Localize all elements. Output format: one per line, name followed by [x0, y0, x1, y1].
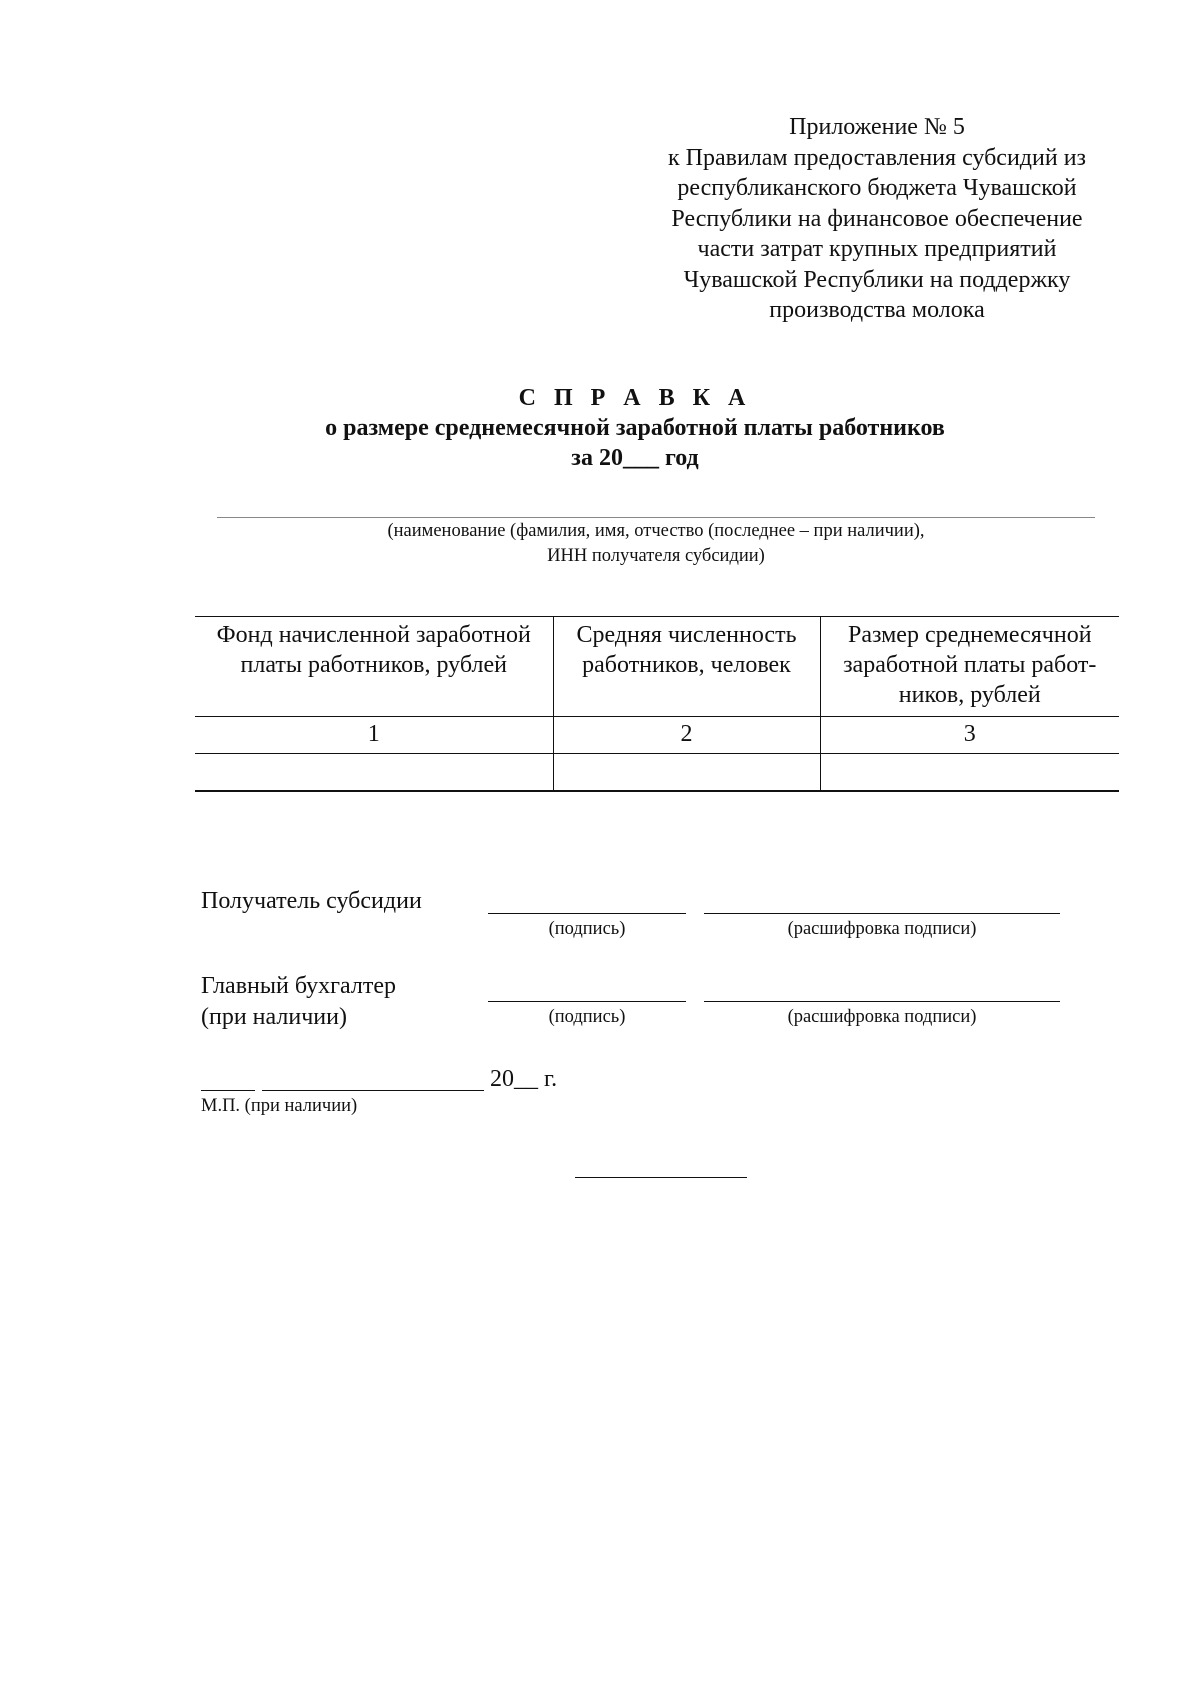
column-number: 3 [820, 717, 1119, 754]
column-number: 2 [553, 717, 820, 754]
title-subtitle: о размере среднемесячной заработной платы работников [325, 415, 945, 441]
table-cell-fund[interactable] [195, 754, 553, 792]
caption-line-2: ИНН получателя субсидии) [547, 546, 765, 566]
header-text: Средняя численность [576, 622, 797, 648]
appendix-header [632, 112, 1122, 326]
header-text: Размер среднемесячной [847, 622, 1092, 648]
appendix-line: республиканского бюджета Чувашской [677, 175, 1077, 201]
column-number-row [195, 717, 1119, 754]
title-heading: С П Р А В К А [518, 385, 752, 411]
salary-table [195, 616, 1119, 792]
recipient-name-field[interactable] [217, 517, 1095, 518]
recipient-signature-line[interactable] [488, 913, 686, 914]
recipient-name-caption [217, 519, 1095, 569]
document-title [195, 383, 1075, 473]
date-month-line[interactable] [262, 1090, 484, 1091]
header-cell-average-salary [820, 617, 1119, 717]
signature-caption: (подпись) [548, 1007, 626, 1027]
header-text: Фонд начисленной заработной [216, 622, 531, 648]
accountant-decode-line[interactable] [704, 1001, 1060, 1002]
appendix-line: к Правилам предоставления субсидий из [667, 144, 1087, 171]
appendix-line: производства молока [769, 297, 985, 323]
decode-caption: (расшифровка подписи) [787, 919, 977, 939]
column-number: 1 [195, 717, 553, 754]
title-year-line: за 20___ год [571, 445, 699, 471]
appendix-line: Республики на финансовое обеспечение [671, 205, 1083, 232]
signature-caption: (подпись) [548, 919, 626, 939]
table-row [195, 754, 1119, 792]
header-text: платы работников, рублей [240, 652, 507, 678]
recipient-label: Получатель субсидии [201, 888, 422, 914]
caption-line-1: (наименование (фамилия, имя, отчество (последнее – при наличии), [387, 521, 925, 541]
appendix-line: Приложение № 5 [789, 114, 965, 140]
stamp-caption: М.П. (при наличии) [201, 1096, 358, 1116]
accountant-optional-label: (при наличии) [201, 1004, 347, 1030]
accountant-signature-line[interactable] [488, 1001, 686, 1002]
header-cell-fund [195, 617, 553, 717]
table-cell-average-salary[interactable] [820, 754, 1119, 792]
header-cell-headcount [553, 617, 820, 717]
header-text: работников, человек [582, 652, 791, 678]
appendix-line: Чувашской Республики на поддержку [683, 266, 1071, 293]
header-text: ников, рублей [898, 682, 1041, 708]
recipient-decode-line[interactable] [704, 913, 1060, 914]
date-year-text: 20__ г. [490, 1066, 558, 1092]
table-header-row [195, 617, 1119, 717]
date-day-line[interactable] [201, 1090, 255, 1091]
accountant-label: Главный бухгалтер [201, 973, 396, 999]
appendix-line: части затрат крупных предприятий [697, 236, 1057, 262]
decode-caption: (расшифровка подписи) [787, 1007, 977, 1027]
closing-separator [575, 1177, 747, 1178]
table-cell-headcount[interactable] [553, 754, 820, 792]
header-text: заработной платы работ- [843, 652, 1097, 678]
